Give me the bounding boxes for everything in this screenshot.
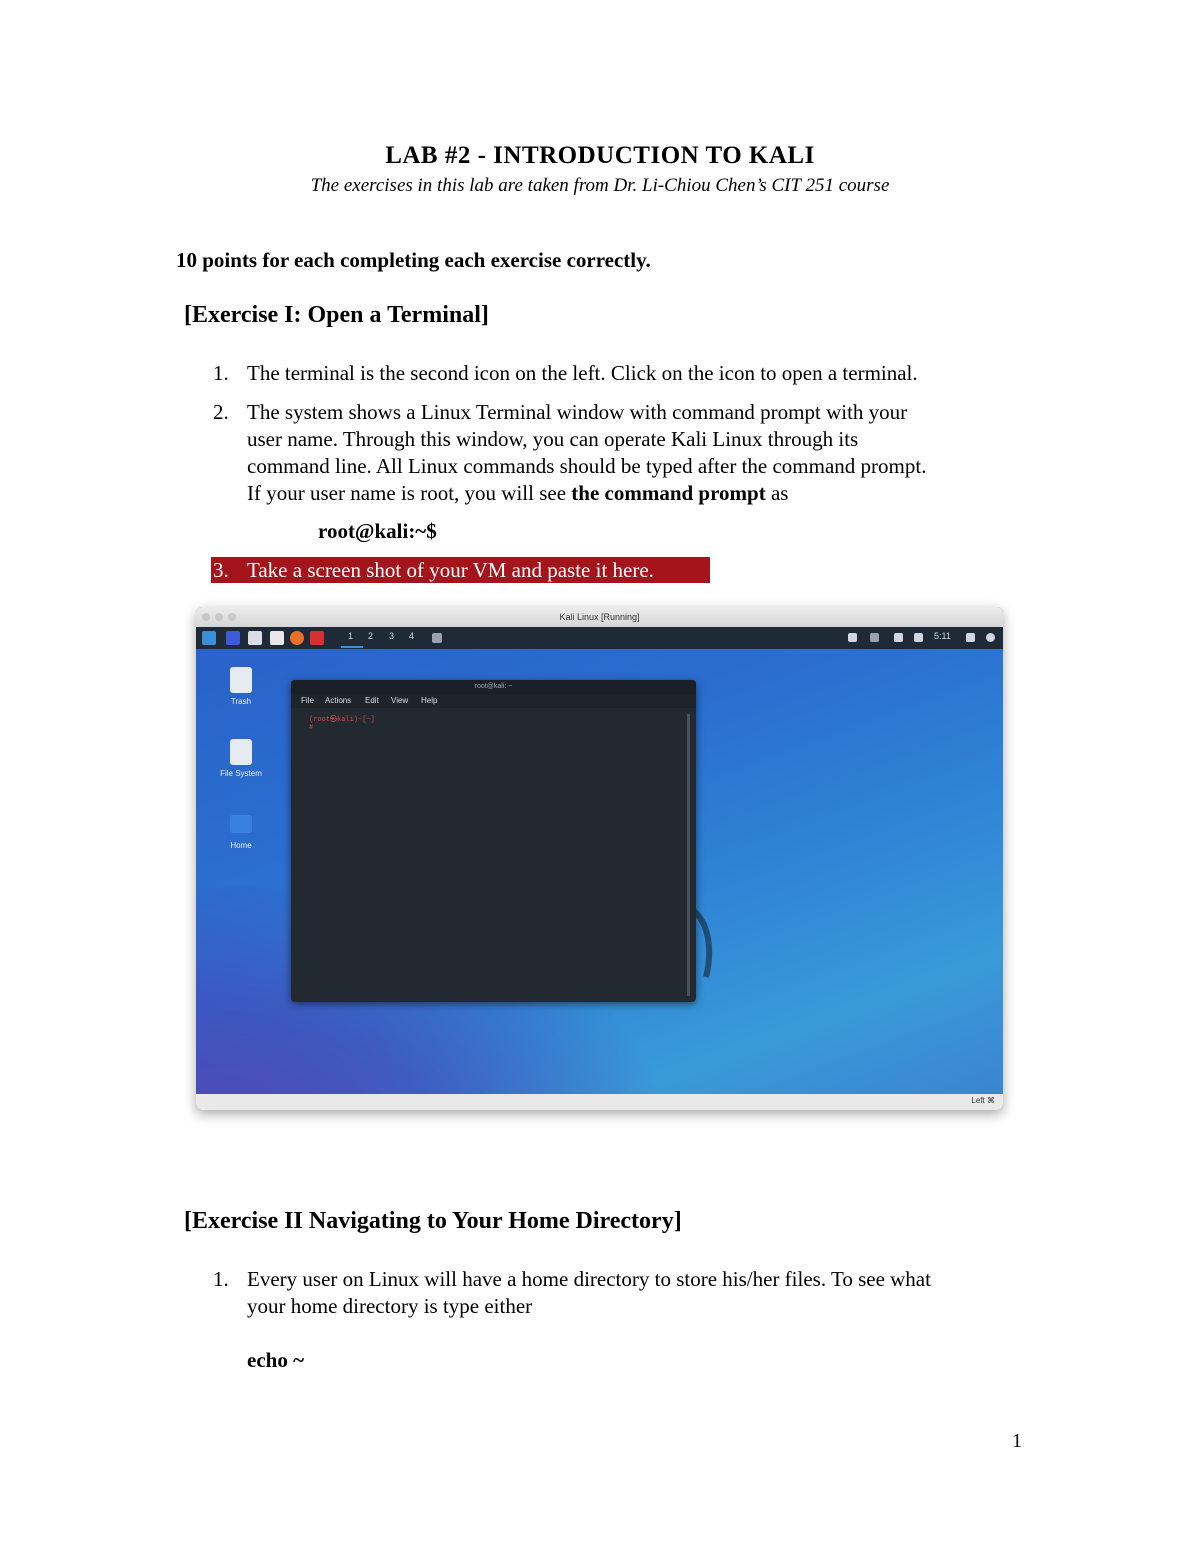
list-item-line xyxy=(247,480,1027,507)
file-system-label: File System xyxy=(220,769,262,778)
list-item xyxy=(247,1266,1027,1320)
logout-icon[interactable] xyxy=(986,633,995,642)
vm-titlebar xyxy=(196,607,1003,627)
list-item-line: user name. Through this window, you can operate Kali Linux through its xyxy=(247,427,859,451)
list-number: 1. xyxy=(213,361,229,385)
window-icon[interactable] xyxy=(432,633,442,643)
trash-label: Trash xyxy=(230,697,252,706)
menu-file[interactable]: File xyxy=(301,696,314,705)
terminal-icon[interactable] xyxy=(248,631,262,645)
list-number: 2. xyxy=(213,400,229,424)
editor-icon[interactable] xyxy=(270,631,284,645)
workspace-2[interactable]: 2 xyxy=(368,631,374,641)
terminal-menubar xyxy=(291,694,696,708)
close-icon[interactable] xyxy=(202,613,210,621)
list-item: The terminal is the second icon on the left. Click on the icon to open a terminal. xyxy=(247,361,918,385)
list-item xyxy=(247,399,1027,507)
terminal-prompt-char: # xyxy=(309,724,314,732)
terminal-title: root@kali: ~ xyxy=(291,680,696,694)
firefox-icon[interactable] xyxy=(290,631,304,645)
list-item-line: your home directory is type either xyxy=(247,1294,533,1318)
file-system-icon[interactable] xyxy=(230,739,252,765)
points-note: 10 points for each completing each exercise correctly. xyxy=(176,248,651,272)
menu-view[interactable]: View xyxy=(391,696,409,705)
page-title: LAB #2 - INTRODUCTION TO KALI xyxy=(385,142,815,169)
home-folder-icon[interactable] xyxy=(230,815,252,833)
list-item-text: If your user name is root, you will see xyxy=(247,481,572,505)
menu-actions[interactable]: Actions xyxy=(325,696,352,705)
kali-desktop xyxy=(196,627,1003,1110)
list-item-text: as xyxy=(765,481,789,505)
active-workspace-indicator xyxy=(341,646,363,648)
vm-window-title: Kali Linux [Running] xyxy=(559,612,640,622)
list-item-line: The system shows a Linux Terminal window with command prompt with your xyxy=(247,400,908,424)
desktop-icon[interactable] xyxy=(226,631,240,645)
workspace-3[interactable]: 3 xyxy=(389,631,395,641)
list-item-bold: the command prompt xyxy=(571,481,766,505)
minimize-icon[interactable] xyxy=(215,613,223,621)
host-key-label: Left ⌘ xyxy=(971,1096,995,1105)
page-subtitle: The exercises in this lab are taken from Dr. Li-Chiou Chen’s CIT 251 course xyxy=(310,175,890,196)
display-icon[interactable] xyxy=(848,633,857,642)
terminal-scrollbar[interactable] xyxy=(687,714,690,996)
list-item: Take a screen shot of your VM and paste it here. xyxy=(247,558,654,582)
volume-icon[interactable] xyxy=(870,633,879,642)
list-number: 3. xyxy=(213,558,229,582)
lock-icon[interactable] xyxy=(966,633,975,642)
kali-menu-icon[interactable] xyxy=(202,631,216,645)
workspace-4[interactable]: 4 xyxy=(409,631,415,641)
list-number: 1. xyxy=(213,1267,229,1291)
terminal-prompt-user: (root㉿kali)-[~] xyxy=(309,716,375,724)
taskbar xyxy=(196,627,1003,649)
notification-icon[interactable] xyxy=(894,633,903,642)
exercise-1-heading: [Exercise I: Open a Terminal] xyxy=(184,302,489,328)
vm-screenshot xyxy=(196,607,1003,1110)
highlighted-instruction xyxy=(211,557,710,583)
page-number: 1 xyxy=(1012,1430,1022,1452)
power-icon[interactable] xyxy=(914,633,923,642)
exercise-2-heading: [Exercise II Navigating to Your Home Directory] xyxy=(184,1208,682,1234)
list-item-line: Every user on Linux will have a home directory to store his/her files. To see what xyxy=(247,1267,931,1291)
clock: 5:11 xyxy=(934,631,951,641)
workspace-1[interactable]: 1 xyxy=(348,631,354,641)
menu-help[interactable]: Help xyxy=(421,696,438,705)
command-prompt-example: root@kali:~$ xyxy=(318,519,437,543)
list-item-line: command line. All Linux commands should be typed after the command prompt. xyxy=(247,454,927,478)
menu-edit[interactable]: Edit xyxy=(365,696,379,705)
terminal-window[interactable] xyxy=(291,680,696,1002)
trash-icon[interactable] xyxy=(230,667,252,693)
command-example: echo ~ xyxy=(247,1348,304,1372)
home-label: Home xyxy=(230,841,252,850)
vm-statusbar xyxy=(196,1094,1003,1110)
maximize-icon[interactable] xyxy=(228,613,236,621)
app-icon[interactable] xyxy=(310,631,324,645)
